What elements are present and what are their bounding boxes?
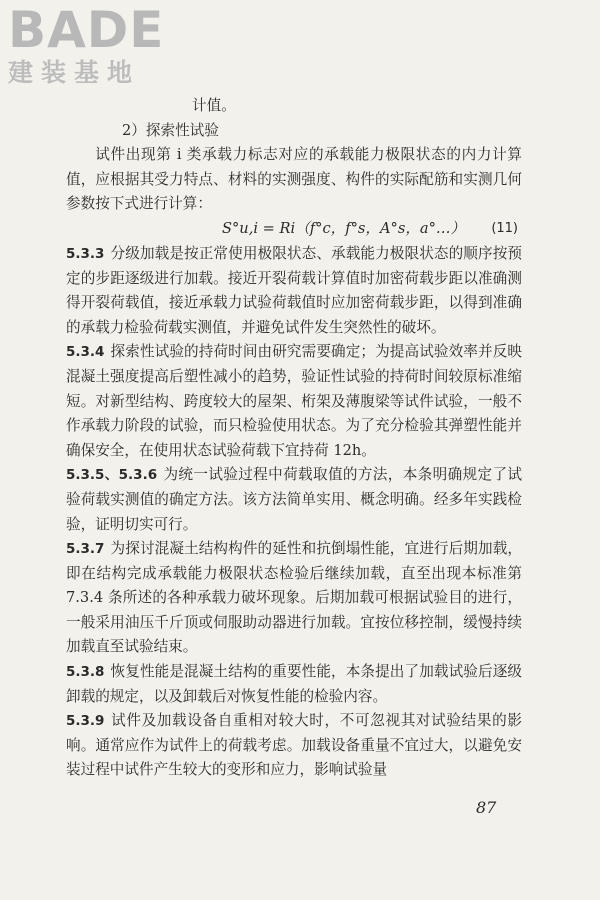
clause-text: 为统一试验过程中荷载取值的方法，本条明确规定了试验荷载实测值的确定方法。该方法简单实用、概念明确。经多年实践检验，证明切实可行。 [66, 466, 522, 533]
clause-5-3-9 [66, 709, 522, 783]
page-number: 87 [476, 798, 497, 817]
clause-5-3-8 [66, 660, 522, 709]
clause-5-3-3 [66, 242, 522, 340]
clause-5-3-4 [66, 340, 522, 463]
document-page [66, 94, 522, 783]
clause-5-3-5-6 [66, 463, 522, 537]
clause-number: 5.3.4 [66, 344, 105, 361]
clause-text: 分级加载是按正常使用极限状态、承载能力极限状态的顺序按预定的步距逐级进行加载。接近开裂荷载计算值时加密荷载步距以准确测得开裂荷载值，接近承载力试验荷载值时应加密荷载步距，以得到准确的承载力检验荷载实测值，并避免试件发生突然性的破坏。 [66, 244, 522, 336]
clause-text: 试件及加载设备自重相对较大时，不可忽视其对试验结果的影响。通常应作为试件上的荷载考虑。加载设备重量不宜过大，以避免安装过程中试件产生较大的变形和应力，影响试验量 [66, 712, 522, 779]
clause-text: 为探讨混凝土结构构件的延性和抗倒塌性能，宜进行后期加载，即在结构完成承载能力极限状态检验后继续加载，直至出现本标准第 7.3.4 条所述的各种承载力破坏现象。后期加载可根据试验目的进行，一般采用油压千斤顶或伺服助动器进行加载。宜按位移控制，缓慢持续加载直至试验结束。 [66, 540, 522, 656]
subheading-exploratory-test: 2）探索性试验 [122, 121, 219, 139]
clause-text: 恢复性能是混凝土结构的重要性能，本条提出了加载试验后逐级卸载的规定，以及卸载后对恢复性能的检验内容。 [66, 663, 522, 705]
clause-number: 5.3.3 [66, 245, 105, 262]
paragraph-exploratory: 试件出现第 i 类承载力标志对应的承载能力极限状态的内力计算值，应根据其受力特点、材料的实测强度、构件的实际配筋和实测几何参数按下式进行计算： [66, 146, 522, 213]
watermark-logo [8, 1, 165, 88]
clause-5-3-7 [66, 537, 522, 660]
clause-number: 5.3.7 [66, 541, 105, 558]
formula-row [66, 217, 522, 242]
clause-number: 5.3.5、5.3.6 [66, 467, 158, 484]
clause-text: 探索性试验的持荷时间由研究需要确定；为提高试验效率并反映混凝土强度提高后塑性减小的趋势，验证性试验的持荷时间较原标准缩短。对新型结构、跨度较大的屋架、桁架及薄腹梁等试件试验，一般不作承载力阶段的试验，而只检验使用状态。为了充分检验其弹塑性能并确保安全，在使用状态试验荷载下宜持荷 12h。 [66, 343, 522, 459]
formula-number: (11) [491, 220, 518, 236]
formula: S°u,i = Ri（f°c，f°s，A°s，a°…） [222, 219, 466, 237]
clause-number: 5.3.8 [66, 664, 105, 681]
clause-number: 5.3.9 [66, 713, 105, 730]
continued-text: 计值。 [192, 97, 236, 114]
logo-chinese-text: 建装基地 [8, 58, 141, 87]
logo-latin-text: BADE [8, 1, 165, 59]
